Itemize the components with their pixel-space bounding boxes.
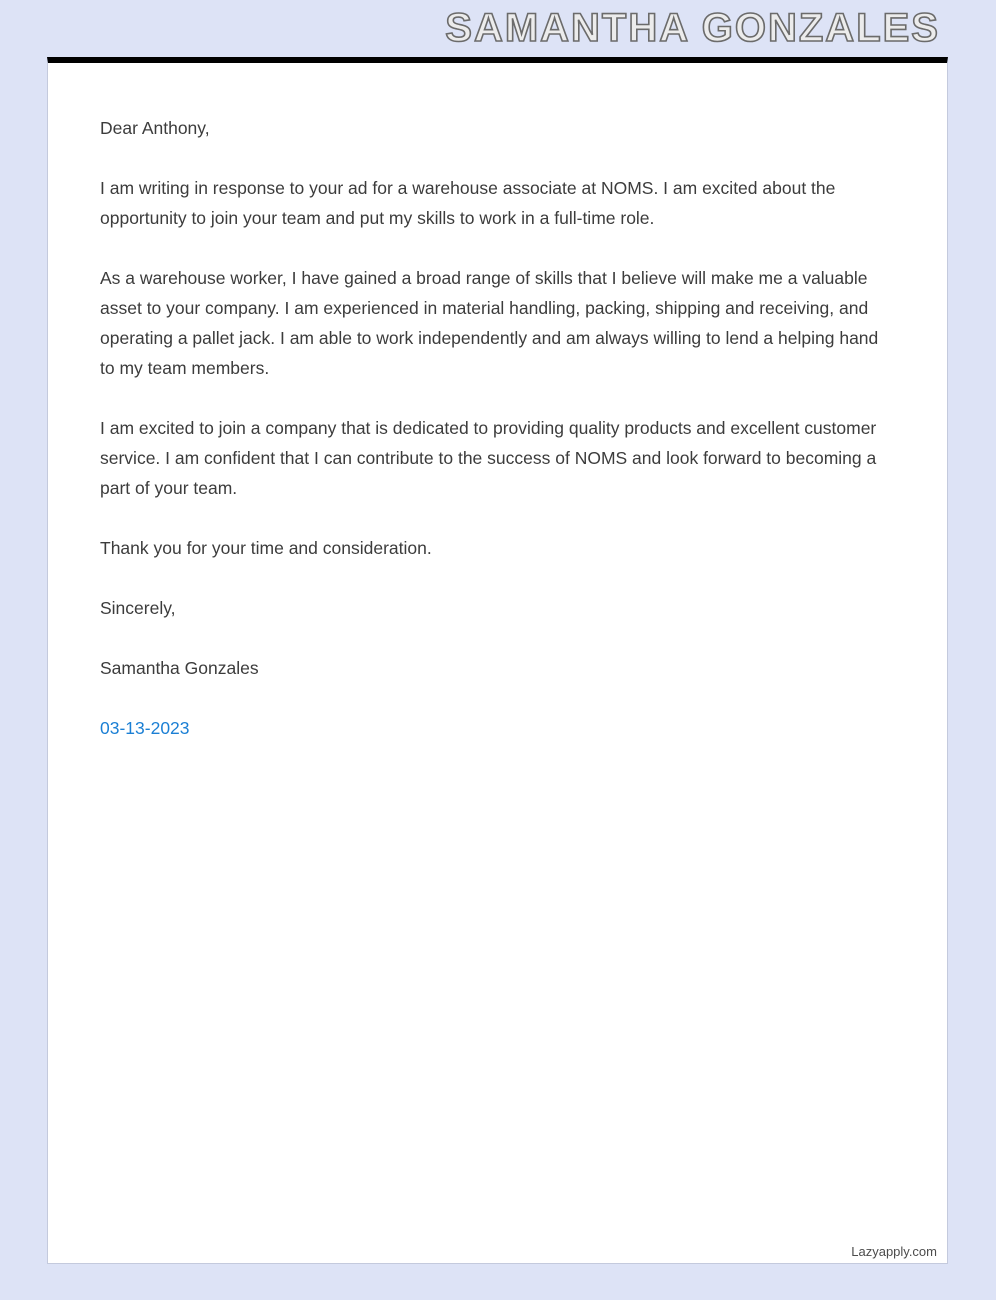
date-link[interactable]: 03-13-2023	[100, 718, 190, 738]
header-bar	[0, 0, 996, 57]
letter-body	[48, 63, 947, 743]
letter-paragraph: As a warehouse worker, I have gained a broad range of skills that I believe will make me a valuable asset to your company. I am experienced in material handling, packing, shipping and receiving, and operating a pallet jack. I am able to work independently and am always willing to lend a helping hand to my team members.	[100, 268, 879, 378]
greeting-line: Dear Anthony,	[100, 118, 210, 138]
letter-page	[47, 57, 948, 1264]
letter-paragraph: Thank you for your time and consideration.	[100, 538, 432, 558]
letter-paragraph: I am excited to join a company that is dedicated to providing quality products and excellent customer service. I am confident that I can contribute to the success of NOMS and look forward to becoming a part of your team.	[100, 418, 877, 498]
signature-line: Samantha Gonzales	[100, 658, 259, 678]
signoff-line: Sincerely,	[100, 598, 176, 618]
header-name: SAMANTHA GONZALES	[445, 6, 940, 50]
footer-site-link[interactable]: Lazyapply.com	[851, 1244, 937, 1259]
letter-paragraph: I am writing in response to your ad for a warehouse associate at NOMS. I am excited about the opportunity to join your team and put my skills to work in a full-time role.	[100, 178, 836, 228]
